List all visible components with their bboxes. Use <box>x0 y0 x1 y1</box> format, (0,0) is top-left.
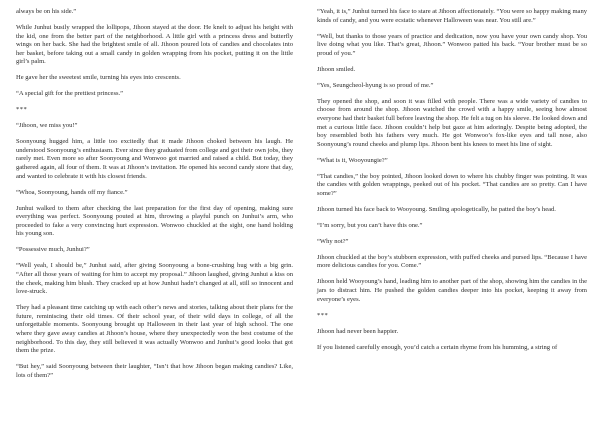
paragraph: Junhui walked to them after checking the last preparation for the first day of opening, making sure everything was perfect. Soonyoung pouted at him, throwing a playful punch on Junhui’s arm, who proceeded to fake a very convincing hurt expression. Wonwoo chuckled at the sight, one hand holding his young son. <box>16 204 293 238</box>
paragraph: They had a pleasant time catching up with each other’s news and stories, talking about their plans for the future, reminiscing their old times. Of their school year, of their wild days in college, of all the unforgettable moments. Soonyoung brought up Halloween in their last year of high school. The one where they gave away candies at Jihoon’s house, where they unexpectedly won the best costume of the neighborhood. To this day, they still believed it was actually Wonwoo and Junhui’s good looks that got them the prize. <box>16 304 293 355</box>
paragraph: “A special gift for the prettiest princess.” <box>16 90 124 98</box>
paragraph: Soonyoung hugged him, a little too excitedly that it made Jihoon choked between his laugh. He understood Soonyoung’s enthusiasm. Ever since they graduated from college and got their own jobs, they rarely met. Even more so after Soonyoung and Wonwoo got married and raised a child. But today, they gathered again, all four of them. It was at Jihoon’s invitation. He opened his second candy store that day, and wanted to celebrate it with his closest friends. <box>16 138 293 180</box>
paragraph: Jihoon turned his face back to Wooyoung. Smiling apologetically, he patted the boy’s head. <box>317 205 556 213</box>
right-page-text <box>317 8 587 359</box>
paragraph: “Yes, Seungcheol-hyung is so proud of me.” <box>317 81 434 89</box>
paragraph: “What is it, Wooyoungie?” <box>317 156 388 164</box>
paragraph: “Possessive much, Junhui?” <box>16 246 90 254</box>
paragraph: “I’m sorry, but you can’t have this one.” <box>317 221 423 229</box>
paragraph: “Well, but thanks to those years of practice and dedication, now you have your own candy shop. You live doing what you like. That’s great, Jihoon.” Wonwoo patted his back. “Your brother must be so proud of you.” <box>317 32 587 57</box>
paragraph: “Why not?” <box>317 237 349 245</box>
paragraph: “Whoa, Soonyoung, hands off my fiance.” <box>16 188 128 196</box>
paragraph: “Jihoon, we miss you!” <box>16 122 78 130</box>
paragraph: “That candies,” the boy pointed, Jihoon looked down to where his chubby finger was pointing. It was the candies with golden wrappings, peeked out of his pocket. “That candies are so pretty. Can I have some?” <box>317 172 587 197</box>
paragraph: If you listened carefully enough, you’d catch a certain rhyme from his humming, a string of <box>317 343 558 351</box>
paragraph: Jihoon had never been happier. <box>317 327 399 335</box>
paragraph: “Yeah, it is,” Junhui turned his face to stare at Jihoon affectionately. “You were so happy making many kinds of candy, and you were ecstatic whenever Halloween was near. You still are.” <box>317 8 587 24</box>
paragraph: always be on his side.” <box>16 8 77 15</box>
paragraph: “Well yeah, I should be,” Junhui said, after giving Soonyoung a bone-crushing hug with a big grin. “After all those years of waiting for him to accept my proposal.” Jihoon laughed, giving Junhui a kiss on the cheek, making him blush. They cracked up at how Junhui hadn’t changed at all, still so innocent and love-struck. <box>16 262 293 296</box>
left-page-text <box>16 8 293 388</box>
paragraph: Jihoon held Wooyoung’s hand, leading him to another part of the shop, showing him the candies in the jars to distract him. He pushed the golden candies deeper into his pocket, keeping it away from everyone’s eyes. <box>317 278 587 303</box>
scene-break: *** <box>16 106 28 114</box>
scene-break: *** <box>317 311 329 319</box>
paragraph: Jihoon smiled. <box>317 65 356 73</box>
paragraph: While Junhui busily wrapped the lollipops, Jihoon stayed at the door. He knelt to adjust his height with the kid, one from the better part of the neighborhood. A little girl with a princess dress and butterfly wings on her back. She had the brightest smile of all. Jihoon poured lots of candies and chocolates into her basket, before taking out a small candy in golden wrapping from his pocket, putting it on the little girl’s palm. <box>16 23 293 66</box>
paragraph: He gave her the sweetest smile, turning his eyes into crescents. <box>16 74 181 82</box>
paragraph: “But hey,” said Soonyoung between their laughter, “Isn’t that how Jihoon began making candies? Like, lots of them?” <box>16 363 293 379</box>
paragraph: They opened the shop, and soon it was filled with people. There was a wide variety of candies to choose from around the shop. Jihoon watched the crowd with a happy smile, seeing how almost everyone had their basket full before leaving the shop. He felt a tug on his sleeve. He looked down and met a curious little face. Jihoon couldn’t help but gaze at him adoringly. Despite being adopted, the boy resembled both his fathers very much. He got Wonwoo’s fox-like eyes and tall nose, also Soonyoung’s round cheeks and plump lips. Jihoon bent his knees to meet his line of sight. <box>317 97 587 148</box>
paragraph: Jihoon chuckled at the boy’s stubborn expression, with puffed cheeks and pursed lips. “Because I have more delicious candies for you. Come.” <box>317 253 587 270</box>
